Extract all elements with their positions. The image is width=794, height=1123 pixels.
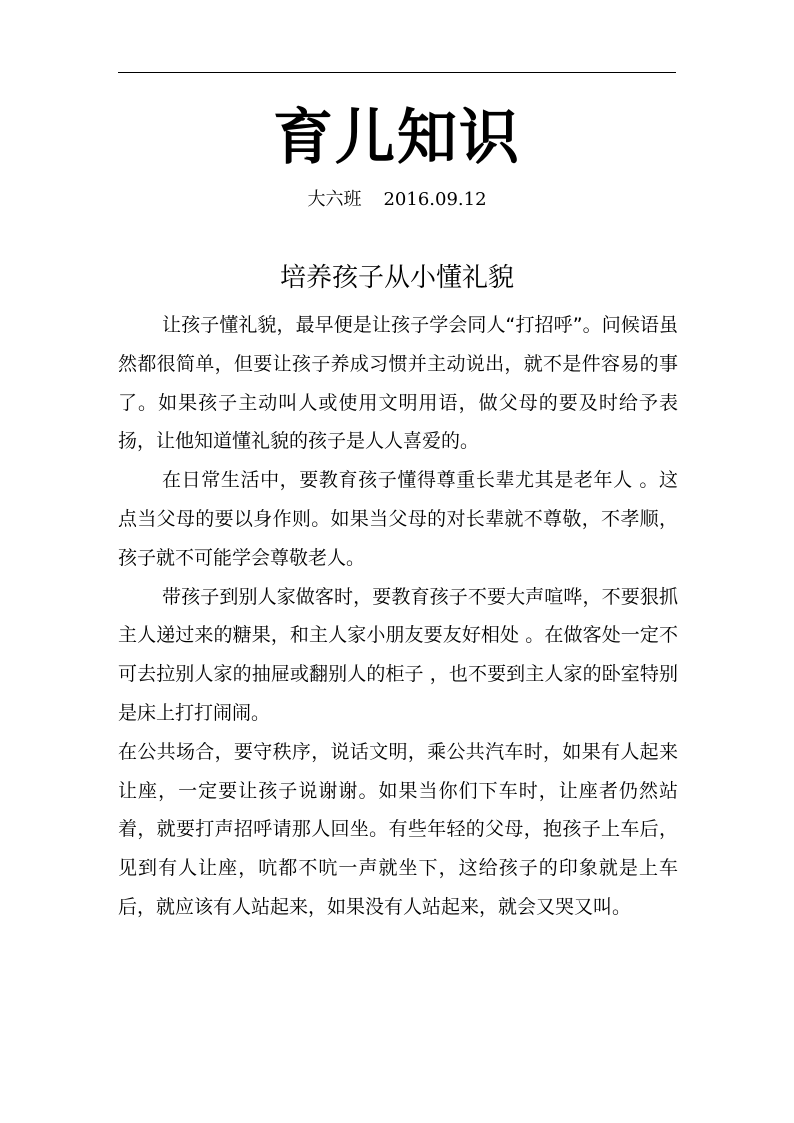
article-title: 培养孩子从小懂礼貌 (279, 263, 514, 293)
article-body (118, 306, 678, 927)
article-paragraph: 带孩子到别人家做客时，要教育孩子不要大声喧哗，不要狠抓主人递过来的糖果，和主人家小朋友要友好相处 。在做客处一定不可去拉别人家的抽屉或翻别人的柜子 ，也不要到主人家的卧室特别是床上打打闹闹。 (118, 585, 678, 724)
article-paragraph: 在日常生活中，要教育孩子懂得尊重长辈尤其是老年人 。这点当父母的要以身作则。如果当父母的对长辈就不尊敬，不孝顺，孩子就不可能学会尊敬老人。 (118, 469, 678, 569)
article-paragraph: 在公共场合，要守秩序，说话文明，乘公共汽车时，如果有人起来让座，一定要让孩子说谢谢。如果当你们下车时，让座者仍然站着，就要打声招呼请那人回坐。有些年轻的父母，抱孩子上车后，见到有人让座，吭都不吭一声就坐下，这给孩子的印象就是上车后，就应该有人站起来，如果没有人站起来，就会又哭又叫。 (118, 740, 678, 918)
document-title: 育儿知识 (273, 103, 521, 173)
class-name: 大六班 (307, 189, 362, 210)
article-paragraph: 让孩子懂礼貌，最早便是让孩子学会同人“打招呼”。问候语虽然都很简单，但要让孩子养成习惯并主动说出，就不是件容易的事了。如果孩子主动叫人或使用文明用语，做父母的要及时给予表扬，让他知道懂礼貌的孩子是人人喜爱的。 (118, 314, 678, 453)
document-subtitle (0, 186, 794, 214)
header-rule (118, 72, 676, 73)
document-date: 2016.09.12 (383, 189, 487, 210)
